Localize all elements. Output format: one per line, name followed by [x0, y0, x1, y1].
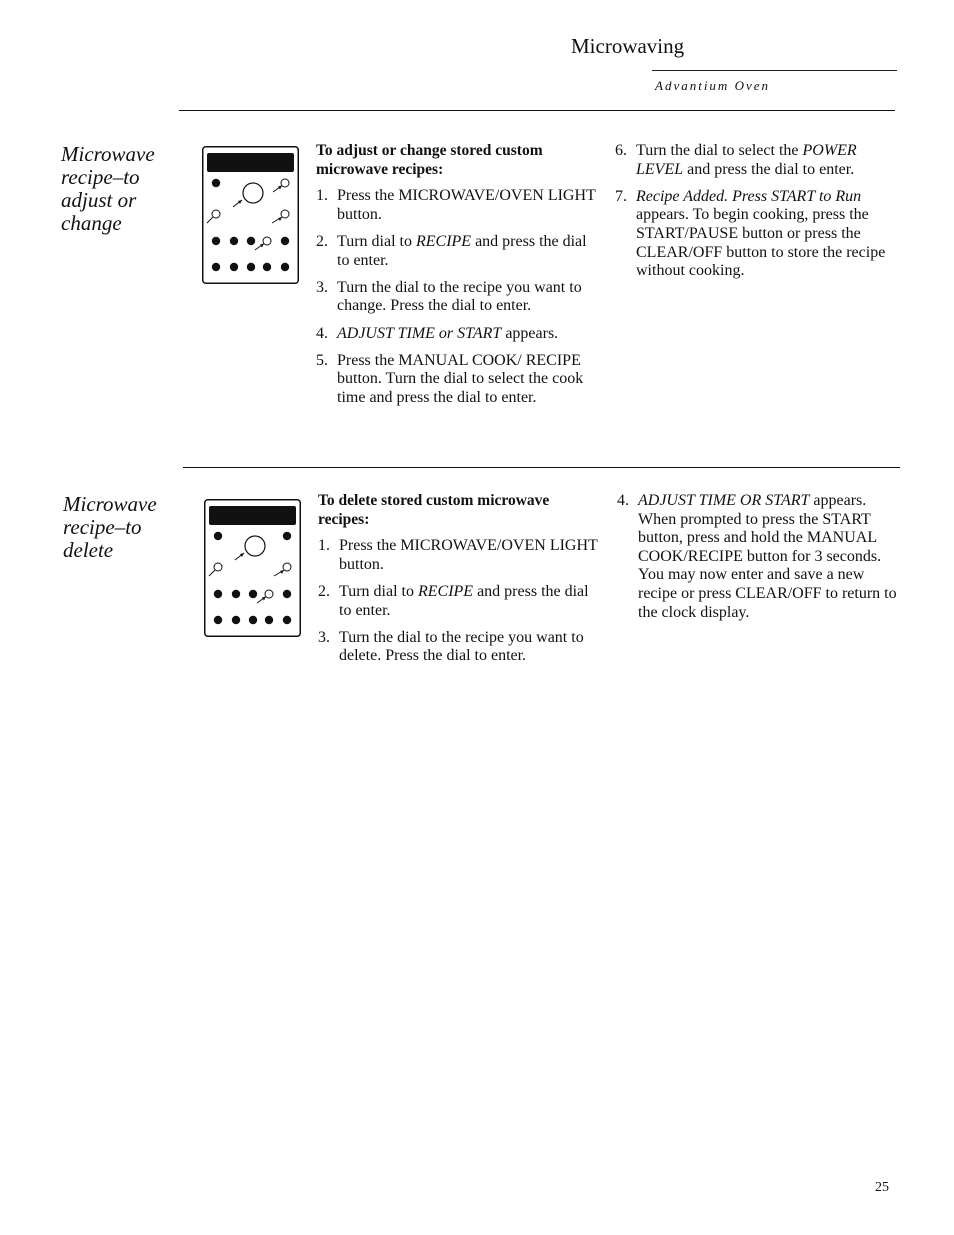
- step-number: 7.: [615, 187, 627, 205]
- step-number: 4.: [316, 324, 328, 342]
- step-number: 4.: [617, 492, 629, 509]
- instructions-column: [316, 142, 601, 416]
- instructions-column: [318, 492, 601, 675]
- list-item: [617, 492, 900, 622]
- list-item: [615, 188, 897, 281]
- list-item: [316, 187, 601, 224]
- step-number: 5.: [316, 351, 328, 369]
- instructions-column: [617, 492, 900, 631]
- section-side-title: Microwave recipe–to delete: [63, 492, 157, 562]
- step-text: Turn the dial to the recipe you want to change. Press the dial to enter.: [337, 278, 582, 315]
- step-text: Turn dial to RECIPE and press the dial to enter.: [337, 232, 587, 269]
- step-number: 2.: [316, 232, 328, 250]
- instructions-heading: To delete stored custom microwave recipes:: [318, 492, 550, 528]
- step-text: Turn the dial to the recipe you want to delete. Press the dial to enter.: [339, 628, 584, 665]
- step-number: 6.: [615, 142, 627, 159]
- step-text: Recipe Added. Press START to Run appears. To begin cooking, press the START/PAUSE button or press the CLEAR/OFF button to store the recipe without cooking.: [636, 187, 886, 280]
- list-item: [316, 279, 601, 316]
- step-text: Press the MICROWAVE/OVEN LIGHT button.: [339, 537, 598, 573]
- step-text: Press the MANUAL COOK/ RECIPE button. Turn the dial to select the cook time and press the dial to enter.: [337, 351, 584, 406]
- list-item: [316, 352, 601, 408]
- product-subtitle: Advantium Oven: [655, 78, 771, 93]
- instructions-heading: To adjust or change stored custom microwave recipes:: [316, 142, 543, 178]
- page-number: 25: [875, 1180, 889, 1195]
- list-item: [615, 142, 897, 179]
- step-text: Turn the dial to select the POWER LEVEL and press the dial to enter.: [636, 142, 857, 178]
- list-item: [318, 583, 601, 620]
- step-number: 2.: [318, 582, 330, 600]
- oven-control-panel-icon: [204, 499, 301, 637]
- step-text: Press the MICROWAVE/OVEN LIGHT button.: [337, 187, 596, 223]
- step-number: 3.: [316, 278, 328, 296]
- step-number: 1.: [316, 187, 328, 205]
- list-item: [318, 537, 601, 574]
- header-rule: [652, 70, 897, 71]
- step-text: Turn dial to RECIPE and press the dial to enter.: [339, 582, 589, 619]
- section-divider: [179, 110, 895, 111]
- instructions-column: [615, 142, 897, 289]
- page-section-title: Microwaving: [571, 34, 685, 58]
- step-number: 3.: [318, 628, 330, 646]
- list-item: [318, 629, 601, 666]
- oven-control-panel-icon: [202, 146, 299, 284]
- step-text: ADJUST TIME OR START appears. When prompted to press the START button, press and hold the MANUAL COOK/RECIPE button for 3 seconds. You may now enter and save a new recipe or press CLEAR/OFF to return to the clock display.: [638, 492, 897, 621]
- step-list: [318, 537, 601, 666]
- section-divider: [183, 467, 900, 468]
- step-number: 1.: [318, 537, 330, 555]
- step-list: [316, 187, 601, 407]
- step-list: [615, 142, 897, 281]
- list-item: [316, 325, 601, 344]
- step-text: ADJUST TIME or START appears.: [337, 324, 559, 342]
- section-side-title: Microwave recipe–to adjust or change: [61, 142, 155, 235]
- list-item: [316, 233, 601, 270]
- step-list: [617, 492, 900, 622]
